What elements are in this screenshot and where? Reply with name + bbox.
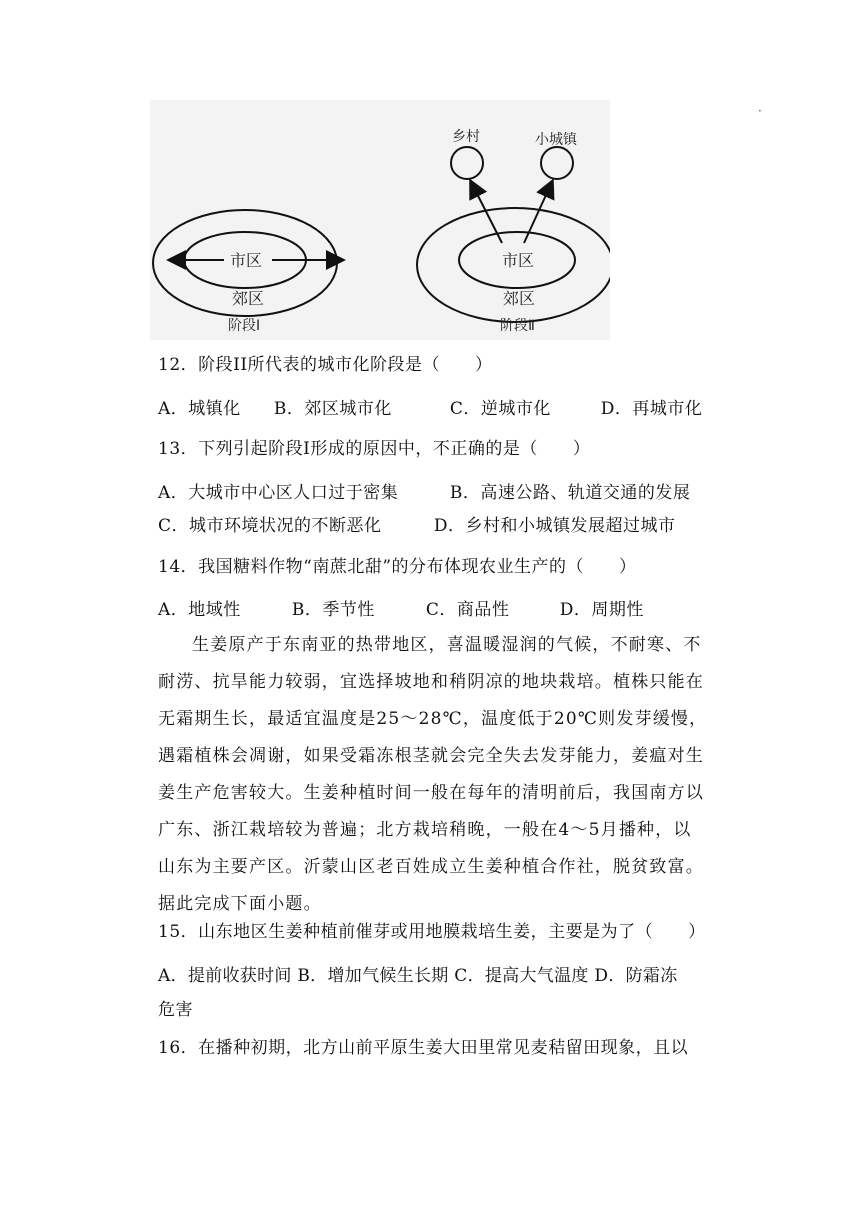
small-town-label: 小城镇 [535, 132, 577, 148]
q13-option-a: A．大城市中心区人口过于密集 [158, 483, 399, 503]
question-16-stem: 16．在播种初期，北方山前平原生姜大田里常见麦秸留田现象，且以 [158, 1038, 689, 1058]
q14-option-d: D．周期性 [559, 600, 644, 620]
question-15-stem: 15．山东地区生姜种植前催芽或用地膜栽培生姜，主要是为了（ ） [158, 922, 706, 942]
stage1-ring-label: 郊区 [232, 289, 265, 308]
village-label: 乡村 [452, 129, 480, 145]
q12-option-c: C．逆城市化 [449, 399, 551, 419]
question-15-options: A．提前收获时间 B．增加气候生长期 C．提高大气温度 D．防霜冻 [158, 966, 678, 986]
corner-dot: · [758, 104, 762, 118]
question-13-stem: 13．下列引起阶段I形成的原因中，不正确的是（ ） [158, 439, 591, 459]
question-14-options [158, 599, 644, 621]
question-12-options [158, 398, 718, 420]
village-circle [451, 147, 483, 179]
question-13-options-row2 [158, 515, 676, 537]
q13-option-c: C．城市环境状况的不断恶化 [158, 516, 382, 536]
q13-option-b: B．高速公路、轨道交通的发展 [449, 483, 691, 503]
question-12-stem: 12．阶段II所代表的城市化阶段是（ ） [158, 355, 493, 375]
q14-option-a: A．地域性 [158, 600, 241, 620]
q14-option-b: B．季节性 [291, 600, 375, 620]
reading-passage: 生姜原产于东南亚的热带地区，喜温暖湿润的气候，不耐寒、不耐涝、抗旱能力较弱，宜选择坡地和稍阴凉的地块栽培。植株只能在无霜期生长，最适宜温度是25～28℃，温度低于20℃则发芽缓慢，遇霜植株会凋谢，如果受霜冻根茎就会完全失去发芽能力，姜瘟对生姜生产危害较大。生姜种植时间一般在每年的清明前后，我国南方以广东、浙江栽培较为普遍；北方栽培稍晚，一般在4～5月播种，以山东为主要产区。沂蒙山区老百姓成立生姜种植合作社，脱贫致富。据此完成下面小题。 [158, 635, 708, 914]
stage1-center-label: 市区 [230, 251, 263, 270]
q13-option-d: D．乡村和小城镇发展超过城市 [433, 516, 676, 536]
diagram-svg [150, 100, 610, 340]
stage2-center-label: 市区 [502, 251, 535, 270]
stage2-ring-label: 郊区 [503, 289, 536, 308]
stage2-caption: 阶段Ⅱ [500, 318, 535, 334]
q14-option-c: C．商品性 [425, 600, 510, 620]
small-town-circle [541, 147, 573, 179]
urbanization-diagram [150, 100, 610, 340]
question-14-stem: 14．我国糖料作物“南蔗北甜”的分布体现农业生产的（ ） [158, 557, 637, 577]
q12-option-b: B．郊区城市化 [273, 399, 392, 419]
question-15-options-wrap: 危害 [158, 1000, 193, 1020]
q12-option-d: D．再城市化 [600, 399, 703, 419]
q12-option-a: A．城镇化 [158, 399, 241, 419]
stage1-caption: 阶段Ⅰ [228, 318, 261, 334]
question-13-options-row1 [158, 482, 690, 504]
